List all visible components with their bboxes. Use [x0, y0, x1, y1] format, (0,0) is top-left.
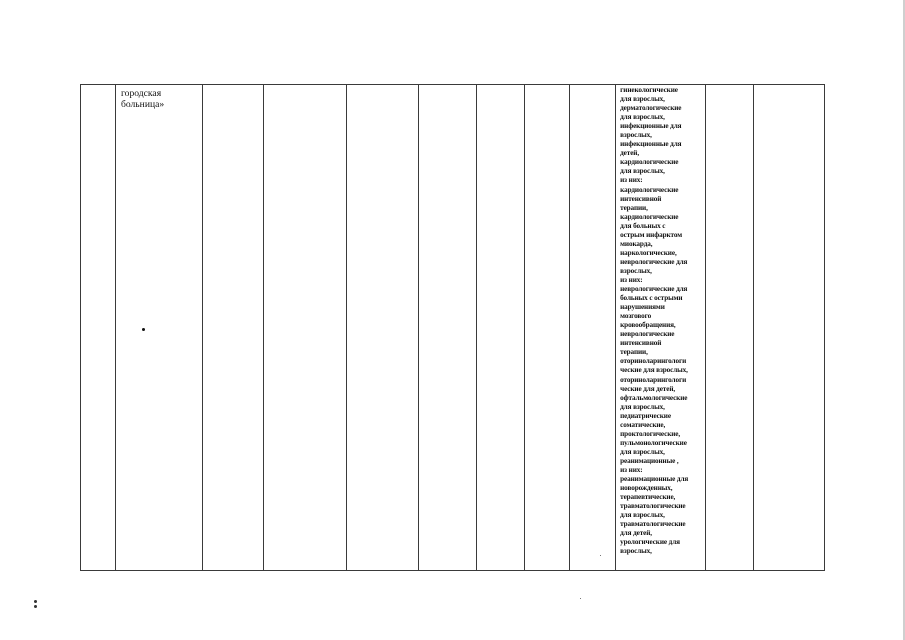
department-line: инфекционные для	[620, 140, 682, 149]
departments-list	[616, 85, 705, 556]
department-line: для взрослых,	[620, 95, 665, 104]
department-line: терапии,	[620, 348, 648, 357]
department-line: неврологические	[620, 330, 675, 339]
department-line: реанимационные для	[620, 475, 689, 484]
department-line: оториноларингологи	[620, 357, 687, 366]
department-line: острым инфарктом	[620, 230, 683, 239]
department-line: миокарда,	[620, 239, 653, 248]
department-line: взрослых,	[620, 547, 652, 556]
department-line: ческие для взрослых,	[620, 366, 688, 375]
department-line: соматические,	[620, 420, 666, 429]
table-cell-empty	[419, 85, 477, 571]
table-cell-organization	[115, 85, 202, 571]
table-cell-empty	[202, 85, 263, 571]
department-line: травматологические	[620, 502, 686, 511]
department-line: неврологические для	[620, 285, 688, 294]
organization-name-line: больница»	[120, 99, 165, 110]
department-line: наркологические,	[620, 248, 677, 257]
department-line: взрослых,	[620, 131, 652, 140]
department-line: больных с острыми	[620, 294, 683, 303]
department-line: из них:	[620, 275, 643, 284]
department-line: кровообращения,	[620, 321, 676, 330]
table-cell-empty	[706, 85, 754, 571]
department-line: кардиологические	[620, 158, 679, 167]
department-line: реанимационные ,	[620, 456, 679, 465]
department-line: гинекологические	[620, 86, 678, 94]
department-line: детей,	[620, 149, 640, 158]
department-line: для детей,	[620, 529, 652, 538]
department-line: травматологические	[620, 520, 686, 529]
department-line: для взрослых,	[620, 113, 665, 122]
table-cell-empty	[264, 85, 347, 571]
department-line: для взрослых,	[620, 167, 665, 176]
table-cell-departments	[616, 85, 706, 571]
table-cell-empty	[569, 85, 616, 571]
department-line: для взрослых,	[620, 402, 665, 411]
organization-name-line: городская	[120, 88, 162, 99]
department-line: для взрослых,	[620, 511, 665, 520]
table-cell-number	[81, 85, 116, 571]
department-line: кардиологические	[620, 212, 679, 221]
department-line: интенсивной	[620, 194, 662, 203]
stray-dot	[142, 328, 145, 331]
table-cell-empty	[346, 85, 418, 571]
department-line: кардиологические	[620, 185, 679, 194]
department-line: терапии,	[620, 203, 648, 212]
department-line: взрослых,	[620, 266, 652, 275]
scan-speck	[580, 598, 581, 599]
department-line: интенсивной	[620, 339, 662, 348]
department-line: нарушениями	[620, 303, 665, 312]
scan-speck	[600, 555, 601, 556]
department-line: мозгового	[620, 312, 652, 321]
document-table	[80, 84, 825, 571]
department-line: инфекционные для	[620, 122, 682, 131]
department-line: пульмонологические	[620, 438, 687, 447]
table-cell-empty	[753, 85, 824, 571]
department-line: из них:	[620, 465, 643, 474]
department-line: оториноларингологи	[620, 375, 687, 384]
table-cell-empty	[477, 85, 525, 571]
table-cell-empty	[525, 85, 570, 571]
department-line: из них:	[620, 176, 643, 185]
table-row	[81, 85, 825, 571]
department-line: офтальмологические	[620, 393, 688, 402]
department-line: урологические для	[620, 538, 680, 547]
department-line: для взрослых,	[620, 447, 665, 456]
department-line: проктологические,	[620, 429, 681, 438]
department-line: педиатрические	[620, 411, 671, 420]
department-line: ческие для детей,	[620, 384, 676, 393]
organization-name	[116, 85, 202, 110]
department-line: дерматологические	[620, 104, 682, 113]
department-line: терапевтические,	[620, 493, 676, 502]
binding-hole-marks	[34, 600, 38, 610]
department-line: новорожденных,	[620, 484, 673, 493]
department-line: неврологические для	[620, 257, 688, 266]
department-line: для больных с	[620, 221, 666, 230]
